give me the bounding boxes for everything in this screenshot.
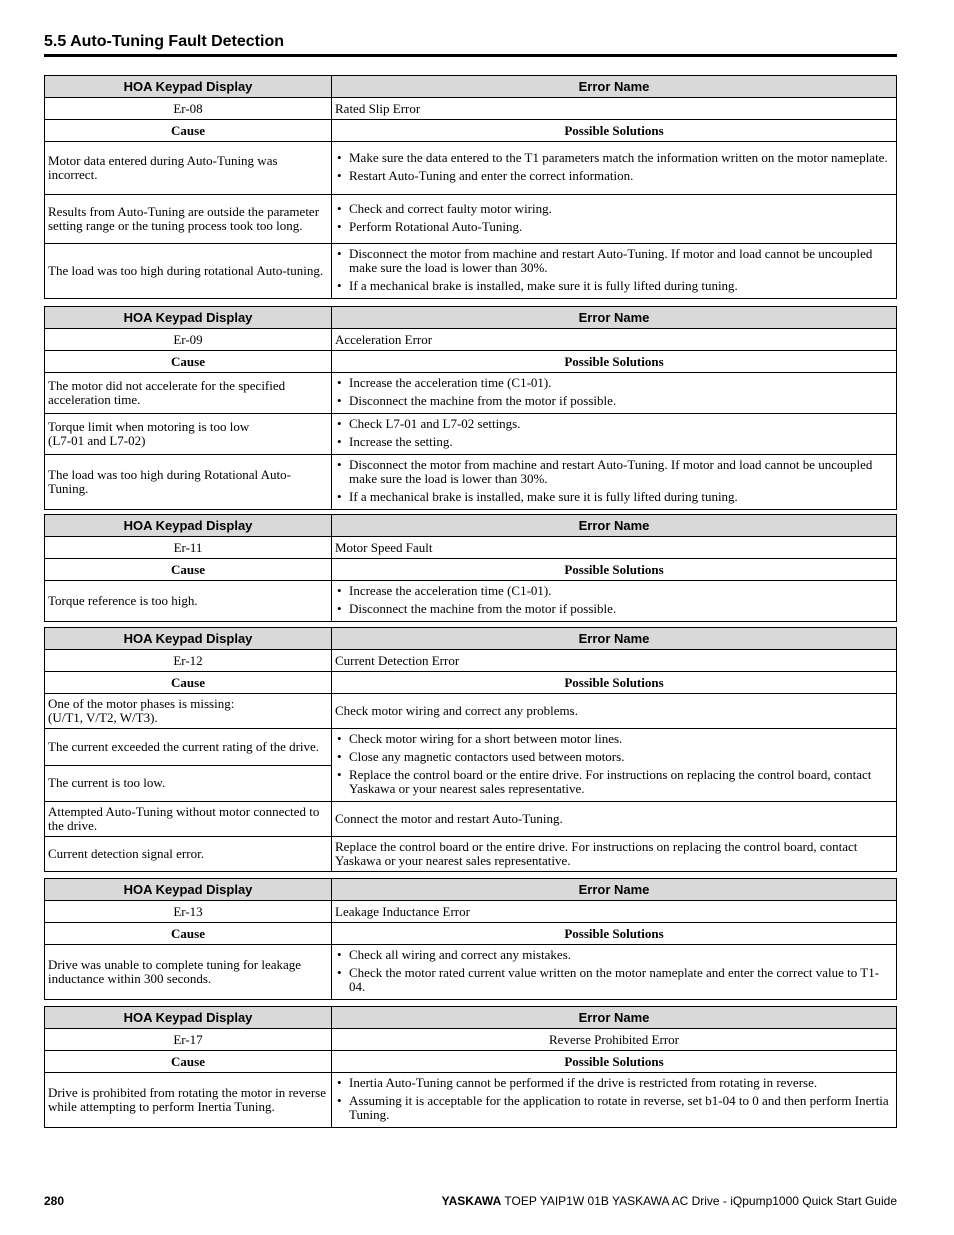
cause-line: (L7-01 and L7-02)	[48, 433, 146, 448]
table-row	[45, 414, 897, 455]
solution-item: • Make sure the data entered to the T1 parameters match the information written on the motor nameplate.	[335, 151, 893, 165]
fault-code: Er-17	[45, 1029, 332, 1051]
solutions-cell	[332, 142, 897, 195]
cause-line: One of the motor phases is missing:	[48, 696, 235, 711]
cause-cell: The motor did not accelerate for the specified acceleration time.	[45, 373, 332, 414]
fault-code: Er-11	[45, 537, 332, 559]
header-cause: Cause	[45, 1051, 332, 1073]
fault-table-er12	[44, 627, 897, 872]
solutions-cell	[332, 244, 897, 299]
fault-table-er08	[44, 75, 897, 299]
fault-name: Acceleration Error	[332, 329, 897, 351]
solution-item: • Increase the acceleration time (C1-01).	[335, 376, 893, 390]
solutions-cell	[332, 455, 897, 510]
cause-cell: Drive is prohibited from rotating the motor in reverse while attempting to perform Inertia Tuning.	[45, 1073, 332, 1128]
header-error-name: Error Name	[332, 307, 897, 329]
header-error-name: Error Name	[332, 515, 897, 537]
solutions-cell	[332, 373, 897, 414]
solutions-cell	[332, 729, 897, 802]
header-possible-solutions: Possible Solutions	[332, 672, 897, 694]
header-error-name: Error Name	[332, 879, 897, 901]
solution-item: • Restart Auto-Tuning and enter the correct information.	[335, 169, 893, 183]
header-possible-solutions: Possible Solutions	[332, 1051, 897, 1073]
solution-item: • Disconnect the motor from machine and restart Auto-Tuning. If motor and load cannot be uncoupled make sure the load is lower than 30%.	[335, 458, 893, 486]
table-row	[45, 802, 897, 837]
fault-table-er09	[44, 306, 897, 510]
fault-name: Reverse Prohibited Error	[332, 1029, 897, 1051]
cause-cell	[45, 414, 332, 455]
cause-cell: Current detection signal error.	[45, 837, 332, 872]
solution-cell: Replace the control board or the entire drive. For instructions on replacing the control board, contact Yaskawa or your nearest sales representative.	[332, 837, 897, 872]
cause-cell: Drive was unable to complete tuning for leakage inductance within 300 seconds.	[45, 945, 332, 1000]
fault-name: Current Detection Error	[332, 650, 897, 672]
header-keypad-display: HOA Keypad Display	[45, 307, 332, 329]
header-cause: Cause	[45, 923, 332, 945]
brand-name: YASKAWA	[441, 1194, 502, 1208]
fault-name: Motor Speed Fault	[332, 537, 897, 559]
solution-item: • Check the motor rated current value written on the motor nameplate and enter the correct value to T1-04.	[335, 966, 893, 994]
fault-code: Er-09	[45, 329, 332, 351]
cause-cell: The load was too high during Rotational Auto-Tuning.	[45, 455, 332, 510]
solution-item: • Replace the control board or the entire drive. For instructions on replacing the control board, contact Yaskawa or your nearest sales representative.	[335, 768, 893, 796]
header-error-name: Error Name	[332, 1007, 897, 1029]
table-row	[45, 694, 897, 729]
solutions-cell	[332, 195, 897, 244]
fault-table-er11	[44, 514, 897, 622]
fault-table-er13	[44, 878, 897, 1000]
cause-cell: Attempted Auto-Tuning without motor connected to the drive.	[45, 802, 332, 837]
cause-cell: The current exceeded the current rating of the drive.	[45, 729, 332, 766]
solution-item: • Disconnect the motor from machine and restart Auto-Tuning. If motor and load cannot be uncoupled make sure the load is lower than 30%.	[335, 247, 893, 275]
cause-cell: The current is too low.	[45, 765, 332, 802]
cause-cell	[45, 694, 332, 729]
header-keypad-display: HOA Keypad Display	[45, 1007, 332, 1029]
guide-title	[442, 1194, 897, 1208]
fault-table-er17	[44, 1006, 897, 1128]
fault-code: Er-08	[45, 98, 332, 120]
header-possible-solutions: Possible Solutions	[332, 923, 897, 945]
header-cause: Cause	[45, 120, 332, 142]
fault-code: Er-12	[45, 650, 332, 672]
solution-item: • If a mechanical brake is installed, make sure it is fully lifted during tuning.	[335, 279, 893, 293]
fault-name: Rated Slip Error	[332, 98, 897, 120]
cause-line: Torque limit when motoring is too low	[48, 419, 250, 434]
solutions-cell	[332, 1073, 897, 1128]
solution-item: • Disconnect the machine from the motor if possible.	[335, 394, 893, 408]
solutions-cell	[332, 581, 897, 622]
table-row	[45, 455, 897, 510]
section-title: 5.5 Auto-Tuning Fault Detection	[44, 33, 284, 50]
page-number: 280	[44, 1194, 65, 1208]
fault-name: Leakage Inductance Error	[332, 901, 897, 923]
solution-item: • Disconnect the machine from the motor if possible.	[335, 602, 893, 616]
solution-item: • Increase the acceleration time (C1-01).	[335, 584, 893, 598]
table-row	[45, 945, 897, 1000]
header-keypad-display: HOA Keypad Display	[45, 76, 332, 98]
cause-cell: Torque reference is too high.	[45, 581, 332, 622]
cause-cell: The load was too high during rotational Auto-tuning.	[45, 244, 332, 299]
table-row	[45, 581, 897, 622]
header-cause: Cause	[45, 672, 332, 694]
header-possible-solutions: Possible Solutions	[332, 351, 897, 373]
header-cause: Cause	[45, 351, 332, 373]
solution-cell: Check motor wiring and correct any problems.	[332, 694, 897, 729]
solution-item: • Check and correct faulty motor wiring.	[335, 202, 893, 216]
solution-item: • Check motor wiring for a short between motor lines.	[335, 732, 893, 746]
fault-code: Er-13	[45, 901, 332, 923]
header-keypad-display: HOA Keypad Display	[45, 879, 332, 901]
table-row	[45, 1073, 897, 1128]
solution-item: • Perform Rotational Auto-Tuning.	[335, 220, 893, 234]
table-row	[45, 373, 897, 414]
header-keypad-display: HOA Keypad Display	[45, 515, 332, 537]
header-error-name: Error Name	[332, 628, 897, 650]
header-cause: Cause	[45, 559, 332, 581]
cause-cell: Motor data entered during Auto-Tuning was incorrect.	[45, 142, 332, 195]
table-row	[45, 142, 897, 195]
table-row	[45, 729, 897, 766]
header-keypad-display: HOA Keypad Display	[45, 628, 332, 650]
solution-item: • Close any magnetic contactors used between motors.	[335, 750, 893, 764]
solution-item: • Assuming it is acceptable for the application to rotate in reverse, set b1-04 to 0 and then perform Inertia Tuning.	[335, 1094, 893, 1122]
solution-item: • Check all wiring and correct any mistakes.	[335, 948, 893, 962]
table-row	[45, 195, 897, 244]
table-row	[45, 837, 897, 872]
solutions-cell	[332, 414, 897, 455]
table-row	[45, 244, 897, 299]
cause-cell: Results from Auto-Tuning are outside the parameter setting range or the tuning process took too long.	[45, 195, 332, 244]
solution-item: • Increase the setting.	[335, 435, 893, 449]
header-error-name: Error Name	[332, 76, 897, 98]
solution-cell: Connect the motor and restart Auto-Tuning.	[332, 802, 897, 837]
header-possible-solutions: Possible Solutions	[332, 120, 897, 142]
solution-item: • Inertia Auto-Tuning cannot be performed if the drive is restricted from rotating in reverse.	[335, 1076, 893, 1090]
title-rule	[44, 54, 897, 57]
solution-item: • If a mechanical brake is installed, make sure it is fully lifted during tuning.	[335, 490, 893, 504]
cause-line: (U/T1, V/T2, W/T3).	[48, 710, 158, 725]
guide-title-text: TOEP YAIP1W 01B YASKAWA AC Drive - iQpump1000 Quick Start Guide	[504, 1194, 897, 1208]
solutions-cell	[332, 945, 897, 1000]
solution-item: • Check L7-01 and L7-02 settings.	[335, 417, 893, 431]
header-possible-solutions: Possible Solutions	[332, 559, 897, 581]
